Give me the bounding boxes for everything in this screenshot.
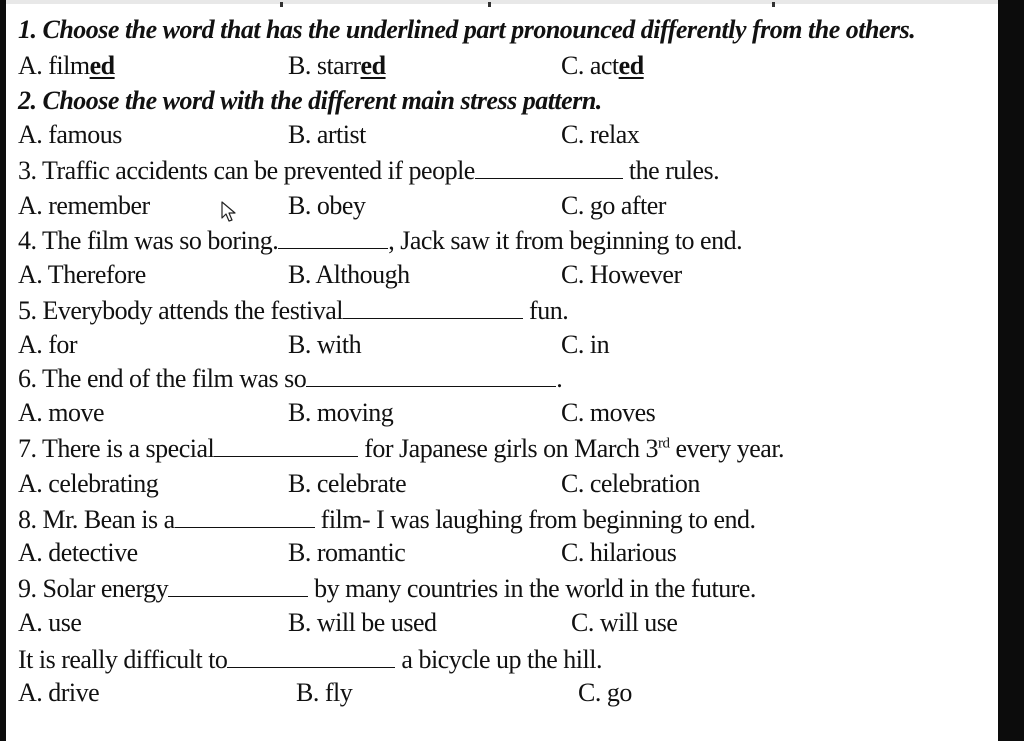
- question-9-option-c: C. will use: [571, 608, 678, 637]
- question-2-option-c: C. relax: [561, 120, 640, 149]
- question-4-option-c: C. However: [561, 260, 682, 289]
- question-6-stem: 6. The end of the film was so .: [18, 364, 563, 393]
- answer-blank: [343, 296, 523, 319]
- question-9-option-a: A. use: [18, 608, 82, 637]
- question-7-option-a: A. celebrating: [18, 469, 159, 498]
- edge-tick: [280, 2, 283, 7]
- top-edge: [0, 0, 1024, 4]
- question-4-option-a: A. Therefore: [18, 260, 146, 289]
- question-7-stem: 7. There is a special for Japanese girls on March 3rd every year.: [18, 434, 785, 463]
- answer-blank: [306, 364, 556, 387]
- question-7-option-b: B. celebrate: [288, 469, 407, 498]
- question-3-option-b: B. obey: [288, 191, 366, 220]
- question-10-option-a: A. drive: [18, 678, 100, 707]
- question-1-option-c: C. acted: [561, 51, 644, 80]
- question-4-stem: 4. The film was so boring. , Jack saw it from beginning to end.: [18, 226, 743, 255]
- question-1-option-b: B. starred: [288, 51, 386, 80]
- question-3-option-a: A. remember: [18, 191, 150, 220]
- question-9-option-b: B. will be used: [288, 608, 437, 637]
- question-2-option-a: A. famous: [18, 120, 122, 149]
- question-5-option-a: A. for: [18, 330, 78, 359]
- question-10-option-b: B. fly: [296, 678, 353, 707]
- question-3-stem: 3. Traffic accidents can be prevented if people the rules.: [18, 156, 720, 185]
- answer-blank: [475, 156, 623, 179]
- answer-blank: [168, 574, 308, 597]
- question-8-stem: 8. Mr. Bean is a film- I was laughing from beginning to end.: [18, 505, 756, 534]
- question-5-stem: 5. Everybody attends the festival fun.: [18, 296, 569, 325]
- answer-blank: [214, 434, 358, 457]
- edge-tick: [772, 2, 775, 7]
- question-8-option-b: B. romantic: [288, 538, 406, 567]
- right-frame: [998, 0, 1024, 741]
- question-7-option-c: C. celebration: [561, 469, 700, 498]
- edge-tick: [488, 2, 491, 7]
- question-5-option-c: C. in: [561, 330, 610, 359]
- question-2-option-b: B. artist: [288, 120, 366, 149]
- question-3-option-c: C. go after: [561, 191, 666, 220]
- left-frame: [0, 0, 6, 741]
- question-8-option-a: A. detective: [18, 538, 138, 567]
- question-5-option-b: B. with: [288, 330, 362, 359]
- question-10-stem: It is really difficult to a bicycle up the hill.: [18, 645, 602, 674]
- answer-blank: [227, 645, 395, 668]
- question-10-option-c: C. go: [578, 678, 632, 707]
- question-6-option-c: C. moves: [561, 398, 656, 427]
- mouse-pointer-icon: [221, 201, 237, 223]
- question-8-option-c: C. hilarious: [561, 538, 677, 567]
- question-9-stem: 9. Solar energy by many countries in the world in the future.: [18, 574, 756, 603]
- question-6-option-b: B. moving: [288, 398, 394, 427]
- question-2-stem: 2. Choose the word with the different main stress pattern.: [18, 86, 602, 115]
- question-6-option-a: A. move: [18, 398, 105, 427]
- question-1-stem: 1. Choose the word that has the underlined part pronounced differently from the others.: [18, 15, 916, 44]
- question-1-option-a: A. filmed: [18, 51, 115, 80]
- answer-blank: [175, 505, 315, 528]
- answer-blank: [278, 226, 388, 249]
- question-4-option-b: B. Although: [288, 260, 410, 289]
